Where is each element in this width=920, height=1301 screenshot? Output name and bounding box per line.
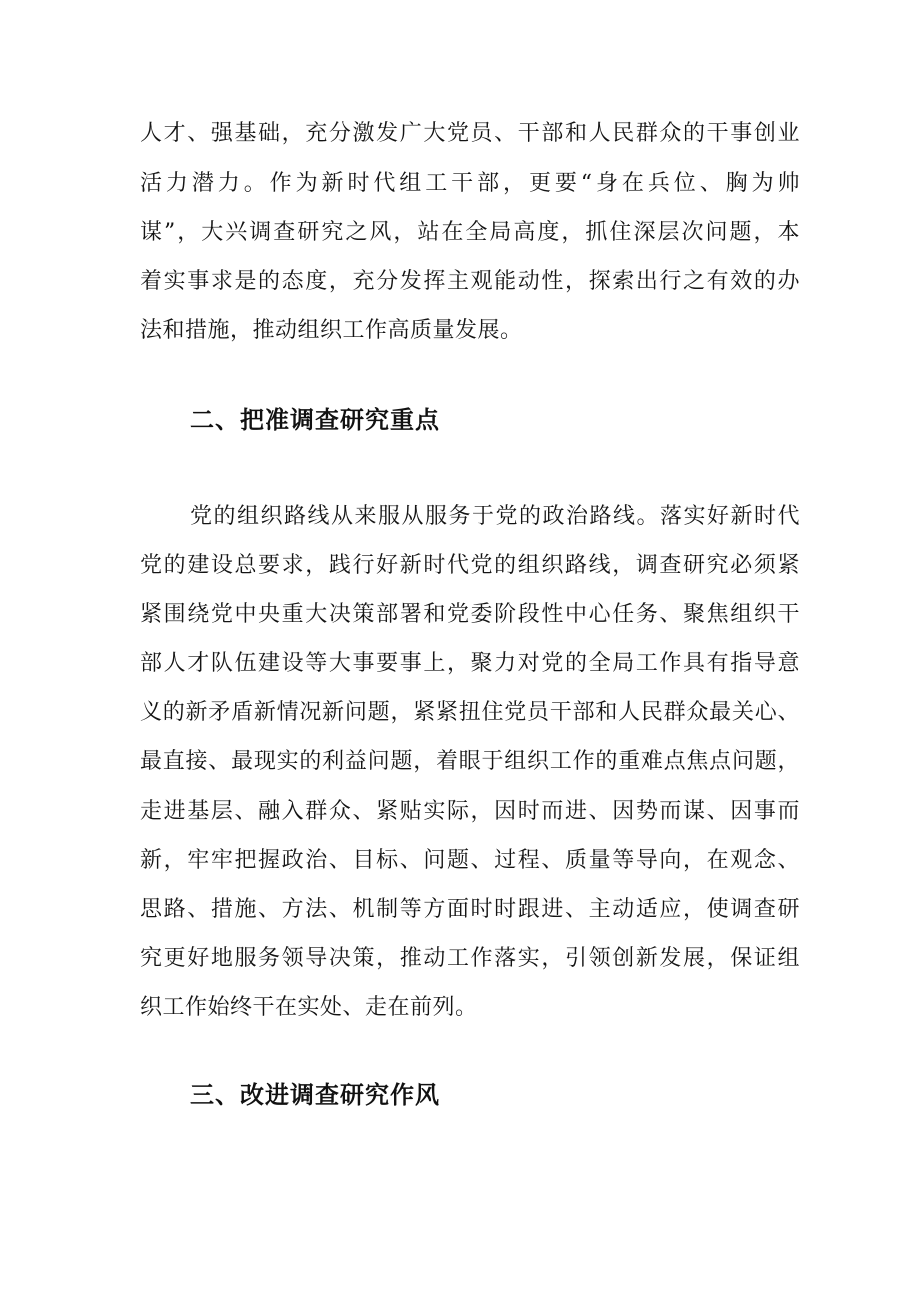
paragraph-1-line-2: 活力潜力。作为新时代组工干部，更要“身在兵位、胸为帅 (140, 171, 800, 196)
section-2-line-6: 最直接、最现实的利益问题，着眼于组织工作的重难点焦点问题， (140, 749, 800, 774)
section-3-heading: 三、改进调查研究作风 (190, 1081, 440, 1109)
section-2-line-10: 究更好地服务领导决策，推动工作落实，引领创新发展，保证组 (140, 946, 800, 971)
paragraph-1-line-4: 着实事求是的态度，充分发挥主观能动性，探索出行之有效的办 (140, 269, 800, 294)
section-2-line-1: 党的组织路线从来服从服务于党的政治路线。落实好新时代 (190, 504, 800, 529)
section-2-heading: 二、把准调查研究重点 (190, 406, 440, 434)
section-2-line-5: 义的新矛盾新情况新问题，紧紧扭住党员干部和人民群众最关心、 (140, 700, 800, 725)
section-2-line-3: 紧围绕党中央重大决策部署和党委阶段性中心任务、聚焦组织干 (140, 602, 800, 627)
section-2-line-2: 党的建设总要求，践行好新时代党的组织路线，调查研究必须紧 (140, 553, 800, 578)
section-2-line-4: 部人才队伍建设等大事要事上，聚力对党的全局工作具有指导意 (140, 651, 800, 676)
section-2-line-9: 思路、措施、方法、机制等方面时时跟进、主动适应，使调查研 (140, 897, 800, 922)
paragraph-1-line-3: 谋”，大兴调查研究之风，站在全局高度，抓住深层次问题，本 (140, 220, 800, 245)
section-2-line-8: 新，牢牢把握政治、目标、问题、过程、质量等导向，在观念、 (140, 848, 800, 873)
section-2-line-11: 织工作始终干在实处、走在前列。 (140, 995, 478, 1020)
section-2-line-7: 走进基层、融入群众、紧贴实际，因时而进、因势而谋、因事而 (140, 799, 800, 824)
paragraph-1-line-1: 人才、强基础，充分激发广大党员、干部和人民群众的干事创业 (140, 121, 800, 146)
paragraph-1-line-5: 法和措施，推动组织工作高质量发展。 (140, 318, 523, 343)
